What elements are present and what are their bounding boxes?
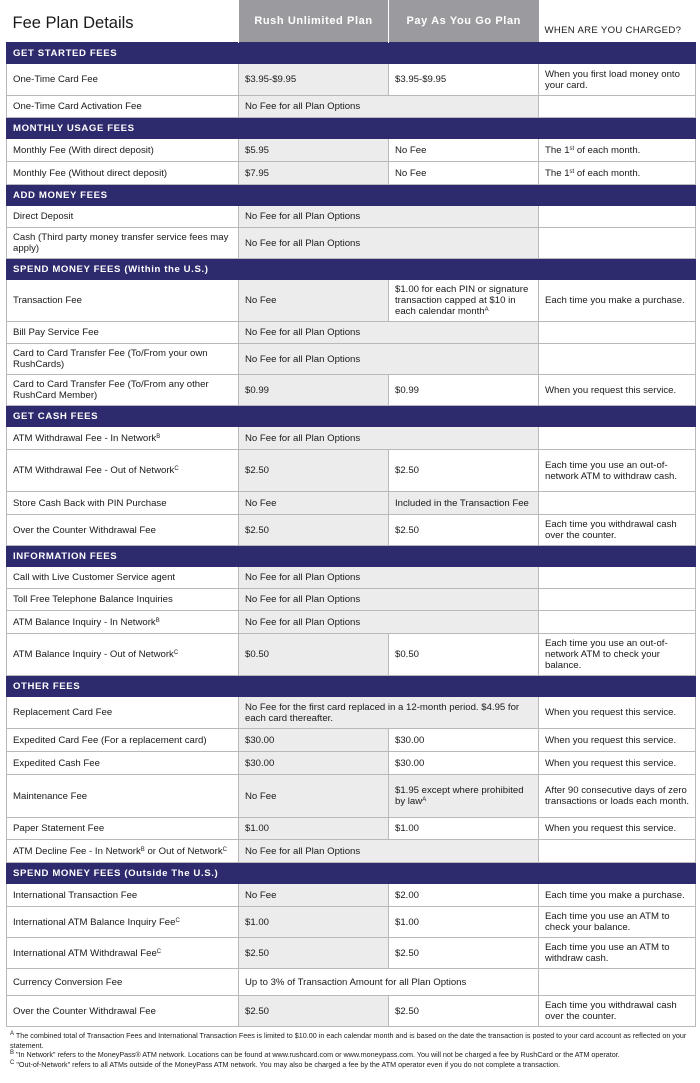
all-plans-fee [239,840,539,863]
when-charged-text: The 1 [545,167,570,179]
fee-row [7,729,696,752]
rush-unlimited-fee-text: $2.50 [245,1005,270,1017]
fee-label-text: One-Time Card Activation Fee [13,101,142,112]
fee-label [7,907,239,938]
section-title: INFORMATION FEES [7,546,696,567]
fee-row [7,492,696,515]
fee-label-text: Bill Pay Service Fee [13,327,99,338]
when-charged [539,907,696,938]
fee-row [7,818,696,840]
fee-label-text: Over the Counter Withdrawal Fee [13,1005,156,1017]
fee-label-text: Expedited Cash Fee [13,757,100,769]
all-plans-fee [239,427,539,450]
fee-label [7,818,239,840]
rush-unlimited-fee-text: $1.00 [245,823,270,834]
footnote-mark: A [484,307,489,313]
fee-label-text: Direct Deposit [13,211,74,222]
pay-as-you-go-fee [389,450,539,492]
fee-row [7,567,696,589]
when-charged [539,450,696,492]
pay-as-you-go-fee-text: $2.50 [395,1005,420,1017]
fee-row [7,969,696,996]
fee-label-text: Toll Free Telephone Balance Inquiries [13,594,173,605]
pay-as-you-go-fee-text: $1.95 except where prohibited by law [395,785,524,807]
all-plans-fee [239,96,539,118]
footnote-mark: B [155,617,160,624]
fee-label [7,450,239,492]
when-charged-text: When you request this service. [545,757,677,769]
pay-as-you-go-fee [389,492,539,515]
pay-as-you-go-fee-text: $2.50 [395,947,420,959]
pay-as-you-go-fee [389,884,539,907]
fee-label-text: ATM Decline Fee - In Network [13,845,141,857]
when-charged [539,996,696,1027]
pay-as-you-go-fee [389,729,539,752]
section-header [7,406,696,427]
footnote-text: The combined total of Transaction Fees and International Transaction Fees is limited to $10.00 in each calendar month and is based on the date the transaction is posted to your card account as reflected on your statement. [10,1031,687,1050]
rush-unlimited-fee [239,907,389,938]
section-header [7,118,696,139]
pay-as-you-go-fee-text: $2.50 [395,465,420,476]
fee-label [7,752,239,775]
pay-as-you-go-fee-text: $30.00 [395,757,425,769]
fee-label-text: Paper Statement Fee [13,823,105,834]
rush-unlimited-fee-text: $2.50 [245,524,270,536]
when-charged-header: WHEN ARE YOU CHARGED? [544,25,682,36]
fee-row [7,206,696,228]
fee-row [7,611,696,634]
when-charged [539,752,696,775]
pay-as-you-go-fee [389,280,539,322]
pay-as-you-go-fee-text: Included in the Transaction Fee [395,497,529,509]
fee-row [7,162,696,185]
section-header [7,185,696,206]
all-plans-fee-text: No Fee for all Plan Options [245,101,361,112]
when-charged-text: When you first load money onto your card. [545,68,680,91]
rush-unlimited-fee [239,775,389,818]
section-header [7,546,696,567]
when-charged [539,515,696,546]
when-charged [539,139,696,162]
section-header [7,259,696,280]
rush-unlimited-fee [239,515,389,546]
fee-row [7,840,696,863]
ordinal-suffix: st [569,168,575,175]
footnote-mark: B [140,846,145,853]
when-charged-text: When you request this service. [545,707,677,718]
fee-label [7,206,239,228]
pay-as-you-go-fee-text: No Fee [395,167,427,179]
all-plans-fee [239,697,539,729]
footnote-mark: A [422,797,427,803]
footnote [10,1050,700,1060]
pay-as-you-go-fee-text: $2.50 [395,524,420,536]
fee-label [7,280,239,322]
all-plans-fee [239,322,539,344]
rush-unlimited-fee-text: $30.00 [245,734,275,746]
when-charged [539,344,696,375]
section-title: SPEND MONEY FEES (Outside The U.S.) [7,863,696,884]
all-plans-fee-text: No Fee for all Plan Options [245,237,361,249]
rush-unlimited-fee-text: $7.95 [245,167,270,179]
fee-label [7,64,239,96]
when-charged [539,634,696,676]
pay-as-you-go-fee-text: $2.00 [395,889,420,901]
when-charged [539,818,696,840]
all-plans-fee-text: No Fee for all Plan Options [245,594,361,605]
fee-label-text: International ATM Balance Inquiry Fee [13,916,176,928]
pay-as-you-go-fee-text: $1.00 [395,823,420,834]
fee-label [7,515,239,546]
fee-label [7,228,239,259]
when-charged [539,884,696,907]
fee-row [7,344,696,375]
plan-header-rush-unlimited: Rush Unlimited Plan [239,0,389,43]
fee-label [7,589,239,611]
fee-row [7,996,696,1027]
when-charged-text: Each time you use an out-of-network ATM to check your balance. [545,638,668,671]
fee-label [7,427,239,450]
fee-label [7,884,239,907]
fee-row [7,139,696,162]
section-title: GET CASH FEES [7,406,696,427]
fee-row [7,907,696,938]
fee-label-text: ATM Balance Inquiry - In Network [13,616,156,628]
when-charged [539,611,696,634]
rush-unlimited-fee [239,938,389,969]
fee-row [7,427,696,450]
when-charged [539,840,696,863]
when-charged-text: When you request this service. [545,823,677,834]
rush-unlimited-fee-text: $3.95-$9.95 [245,74,297,85]
rush-unlimited-fee-text: $2.50 [245,947,270,959]
footnote-mark: C [222,846,227,853]
fee-label [7,938,239,969]
pay-as-you-go-fee-text: $0.50 [395,649,420,660]
fee-label [7,611,239,634]
fee-label [7,969,239,996]
fee-label-text: One-Time Card Fee [13,74,98,85]
fee-label-text: Monthly Fee (With direct deposit) [13,144,154,156]
footnote-mark: B [10,1050,15,1056]
all-plans-fee [239,344,539,375]
rush-unlimited-fee [239,752,389,775]
pay-as-you-go-fee [389,162,539,185]
fee-plan-page [6,0,695,1069]
fee-label-text: Cash (Third party money transfer service fees may apply) [13,232,229,254]
all-plans-fee [239,228,539,259]
fee-row [7,322,696,344]
all-plans-fee-text: No Fee for all Plan Options [245,432,361,444]
fee-label-text: Card to Card Transfer Fee (To/From any other RushCard Member) [13,379,209,401]
rush-unlimited-fee-text: No Fee [245,889,277,901]
section-title: SPEND MONEY FEES (Within the U.S.) [7,259,696,280]
fee-row [7,515,696,546]
when-charged-text: Each time you use an ATM to withdraw cash. [545,942,670,964]
pay-as-you-go-fee-text: $1.00 for each PIN or signature transaction capped at $10 in each calendar month [395,284,529,317]
when-charged [539,492,696,515]
fee-row [7,634,696,676]
when-charged [539,969,696,996]
pay-as-you-go-fee [389,139,539,162]
rush-unlimited-fee [239,996,389,1027]
fee-label-text: ATM Withdrawal Fee - In Network [13,432,157,444]
fee-label-text: Store Cash Back with PIN Purchase [13,497,167,509]
all-plans-fee-text: Up to 3% of Transaction Amount for all Plan Options [245,976,467,988]
when-charged-text: Each time you make a purchase. [545,889,685,901]
fee-row [7,775,696,818]
rush-unlimited-fee-text: $2.50 [245,465,270,476]
footnotes [10,1031,700,1069]
rush-unlimited-fee [239,450,389,492]
rush-unlimited-fee [239,492,389,515]
fee-label [7,775,239,818]
pay-as-you-go-fee [389,818,539,840]
when-charged [539,375,696,406]
all-plans-fee-text: No Fee for all Plan Options [245,353,361,365]
fee-row [7,589,696,611]
fee-label-text: ATM Balance Inquiry - Out of Network [13,649,174,660]
footnote [10,1060,700,1070]
fee-label-text: ATM Withdrawal Fee - Out of Network [13,465,175,476]
footnote-text: "Out-of-Network" refers to all ATMs outside of the MoneyPass ATM network. You may also be charged a fee by the ATM operator even if you do not complete a transaction. [14,1059,560,1069]
page-title: Fee Plan Details [12,13,134,32]
fee-row [7,938,696,969]
all-plans-fee [239,589,539,611]
pay-as-you-go-fee-text: $1.00 [395,916,420,928]
fee-label [7,139,239,162]
rush-unlimited-fee-text: No Fee [245,790,277,802]
when-charged [539,206,696,228]
rush-unlimited-fee-text: $0.50 [245,649,270,660]
all-plans-fee [239,611,539,634]
section-title: GET STARTED FEES [7,43,696,64]
when-charged [539,938,696,969]
fee-label [7,634,239,676]
fee-row [7,375,696,406]
footnote-mark: B [156,433,161,440]
ordinal-suffix: st [569,145,575,152]
fee-row [7,884,696,907]
rush-unlimited-fee-text: $30.00 [245,757,275,769]
pay-as-you-go-fee [389,64,539,96]
plan-header-pay-as-you-go: Pay As You Go Plan [389,0,539,43]
fee-label-text: Transaction Fee [13,295,82,306]
pay-as-you-go-fee-text: $30.00 [395,734,425,746]
rush-unlimited-fee [239,818,389,840]
fee-label [7,697,239,729]
section-title: OTHER FEES [7,676,696,697]
when-charged [539,162,696,185]
when-charged [539,96,696,118]
when-charged [539,567,696,589]
all-plans-fee-text: No Fee for all Plan Options [245,327,361,338]
pay-as-you-go-fee-text: $3.95-$9.95 [395,74,447,85]
rush-unlimited-fee [239,162,389,185]
fee-label [7,996,239,1027]
fee-row [7,752,696,775]
footnote [10,1031,700,1050]
fee-row [7,697,696,729]
pay-as-you-go-fee [389,775,539,818]
all-plans-fee-text: No Fee for all Plan Options [245,616,361,628]
when-charged-text: The 1 [545,144,570,156]
pay-as-you-go-fee-text: No Fee [395,144,427,156]
section-title: ADD MONEY FEES [7,185,696,206]
when-charged [539,697,696,729]
footnote-mark: A [10,1031,15,1037]
all-plans-fee [239,969,539,996]
rush-unlimited-fee [239,139,389,162]
when-charged-text: Each time you withdrawal cash over the counter. [545,519,677,541]
fee-row [7,96,696,118]
rush-unlimited-fee [239,729,389,752]
rush-unlimited-fee-text: No Fee [245,497,277,509]
pay-as-you-go-fee [389,907,539,938]
fee-label-text: International Transaction Fee [13,889,138,901]
fee-label-text: Maintenance Fee [13,790,88,802]
when-charged-text: Each time you make a purchase. [545,295,685,306]
fee-label [7,322,239,344]
pay-as-you-go-fee [389,515,539,546]
footnote-mark: C [10,1059,15,1066]
fee-label-text: International ATM Withdrawal Fee [13,947,157,959]
rush-unlimited-fee-text: $5.95 [245,144,270,156]
when-charged [539,589,696,611]
pay-as-you-go-fee [389,375,539,406]
when-charged-text: Each time you use an out-of-network ATM to withdraw cash. [545,459,678,482]
when-charged [539,729,696,752]
pay-as-you-go-fee-text: $0.99 [395,384,420,396]
section-title: MONTHLY USAGE FEES [7,118,696,139]
when-charged-text-tail: of each month. [574,144,641,156]
footnote-mark: C [156,948,162,955]
when-charged-text: When you request this service. [545,384,677,396]
when-charged [539,228,696,259]
fee-label [7,162,239,185]
when-charged-text: When you request this service. [545,734,677,746]
when-charged [539,64,696,96]
rush-unlimited-fee [239,280,389,322]
rush-unlimited-fee-text: $1.00 [245,916,270,928]
when-charged [539,322,696,344]
all-plans-fee [239,206,539,228]
when-charged-text: Each time you use an ATM to check your balance. [545,911,670,933]
fee-label [7,344,239,375]
all-plans-fee-text: No Fee for all Plan Options [245,211,361,222]
fee-row [7,450,696,492]
when-charged-text: Each time you withdrawal cash over the counter. [545,1000,677,1022]
section-header [7,43,696,64]
fee-label-text: Currency Conversion Fee [13,976,123,988]
when-charged [539,280,696,322]
fee-label-text: Expedited Card Fee (For a replacement card) [13,734,207,746]
fee-table-body [7,43,696,1027]
pay-as-you-go-fee [389,634,539,676]
when-charged-text-tail: of each month. [574,167,641,179]
rush-unlimited-fee [239,634,389,676]
all-plans-fee-text: No Fee for the first card replaced in a 12-month period. $4.95 for each card thereafter. [245,701,520,724]
footnote-mark: C [174,466,179,472]
fee-row [7,228,696,259]
fee-label [7,375,239,406]
rush-unlimited-fee [239,884,389,907]
when-charged [539,775,696,818]
rush-unlimited-fee [239,64,389,96]
rush-unlimited-fee-text: No Fee [245,295,277,306]
all-plans-fee [239,567,539,589]
rush-unlimited-fee [239,375,389,406]
rush-unlimited-fee-text: $0.99 [245,384,270,396]
fee-label-text: Call with Live Customer Service agent [13,572,176,583]
fee-table [6,0,696,1027]
section-header [7,863,696,884]
fee-label [7,729,239,752]
fee-row [7,280,696,322]
footnote-mark: C [173,650,179,656]
when-charged-text: After 90 consecutive days of zero transactions or loads each month. [545,785,689,807]
fee-label [7,840,239,863]
all-plans-fee-text: No Fee for all Plan Options [245,572,361,583]
pay-as-you-go-fee [389,996,539,1027]
section-header [7,676,696,697]
fee-label-text: Monthly Fee (Without direct deposit) [13,167,168,179]
pay-as-you-go-fee [389,938,539,969]
footnote-text: "In Network" refers to the MoneyPass® ATM network. Locations can be found at www.rushcard.com or www.moneypass.com. You will not be charged a fee by RushCard or the ATM operator. [14,1050,620,1059]
fee-label-text: Over the Counter Withdrawal Fee [13,524,156,536]
fee-label [7,567,239,589]
when-charged [539,427,696,450]
header-row [7,0,696,43]
fee-label [7,492,239,515]
footnote-mark: C [175,917,180,924]
pay-as-you-go-fee [389,752,539,775]
fee-label-text: Card to Card Transfer Fee (To/From your own RushCards) [13,348,208,370]
fee-label [7,96,239,118]
fee-label-text: Replacement Card Fee [13,707,113,718]
fee-label-text-tail: or Out of Network [144,845,223,857]
fee-row [7,64,696,96]
all-plans-fee-text: No Fee for all Plan Options [245,845,361,857]
